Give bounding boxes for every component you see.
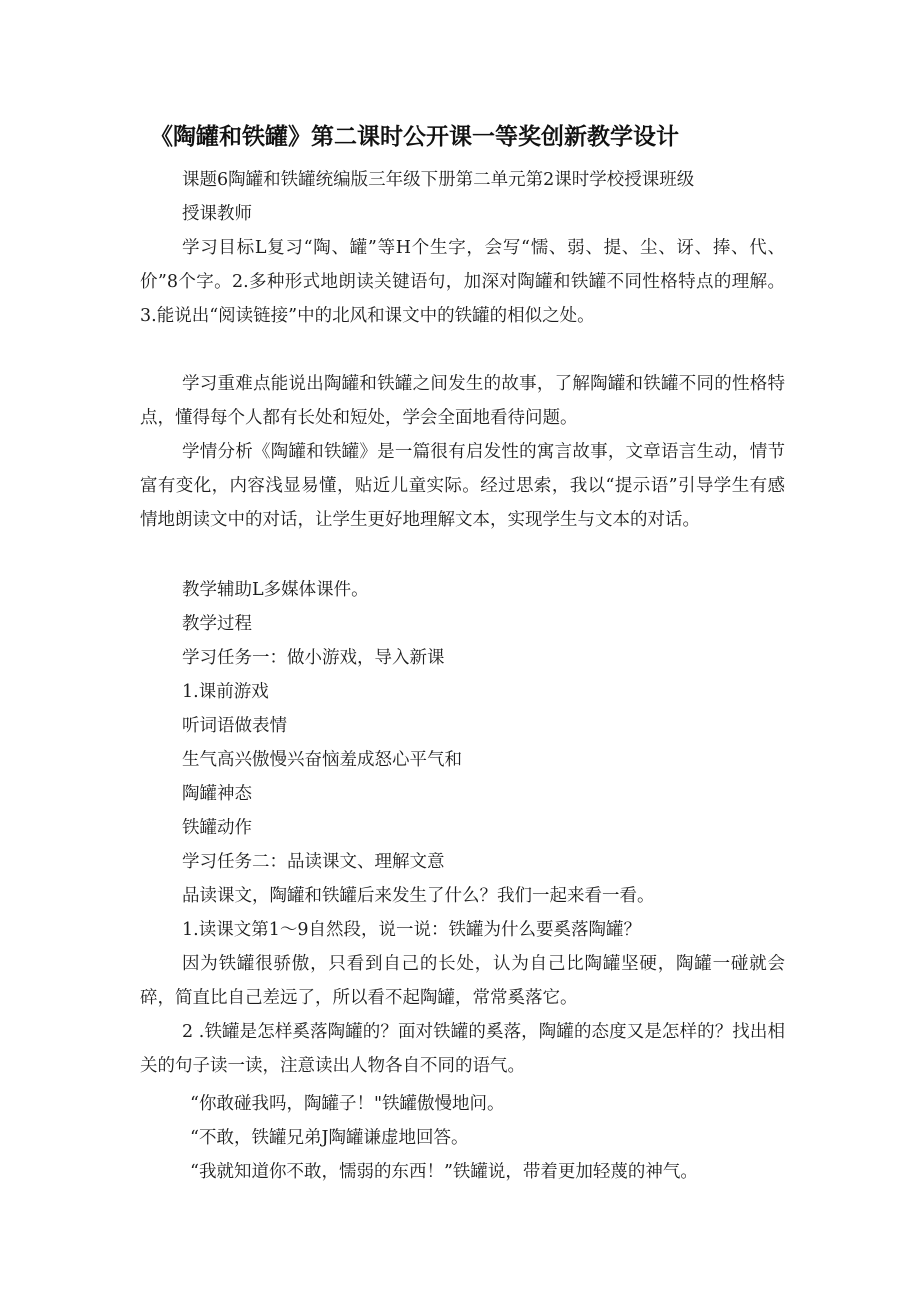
course-info-line: 课题6陶罐和铁罐统编版三年级下册第二单元第2课时学校授课班级 bbox=[182, 170, 695, 190]
quote-line-3: “我就知道你不敢，懦弱的东西！”铁罐说，带着更加轻蔑的神气。 bbox=[190, 1162, 698, 1182]
emotion-words-line: 生气高兴傲慢兴奋恼羞成怒心平气和 bbox=[182, 750, 462, 770]
pre-class-game-line: 1.课前游戏 bbox=[182, 682, 269, 702]
learning-goals-paragraph: 学习目标L复习“陶、罐”等H个生字，会写“懦、弱、提、尘、讶、捧、代、价”8个字。2.多种形式地朗读关键语句，加深对陶罐和铁罐不同性格特点的理解。3.能说出“阅读链接”中的北风和课文中的铁罐的相似之处。 bbox=[140, 238, 785, 326]
analysis-paragraph: 学情分析《陶罐和铁罐》是一篇很有启发性的寓言故事，文章语言生动，情节富有变化，内容浅显易懂，贴近儿童实际。经过思索，我以“提示语”引导学生有感情地朗读文中的对话，让学生更好地理解文本，实现学生与文本的对话。 bbox=[140, 442, 785, 530]
key-points-paragraph: 学习重难点能说出陶罐和铁罐之间发生的故事，了解陶罐和铁罐不同的性格特点，懂得每个人都有长处和短处，学会全面地看待问题。 bbox=[140, 374, 785, 428]
task-two-heading: 学习任务二：品读课文、理解文意 bbox=[182, 852, 445, 872]
document-title: 《陶罐和铁罐》第二课时公开课一等奖创新教学设计 bbox=[150, 124, 679, 150]
teaching-aid-line: 教学辅助L多媒体课件。 bbox=[182, 580, 369, 600]
question-one-line: 1.读课文第1～9自然段，说一说：铁罐为什么要奚落陶罐？ bbox=[182, 920, 641, 940]
teacher-line: 授课教师 bbox=[182, 204, 252, 224]
quote-line-2: “不敢，铁罐兄弟J陶罐谦虚地回答。 bbox=[190, 1128, 469, 1148]
task-one-heading: 学习任务一：做小游戏，导入新课 bbox=[182, 648, 445, 668]
question-two-paragraph: 2 .铁罐是怎样奚落陶罐的？面对铁罐的奚落，陶罐的态度又是怎样的？找出相关的句子读一读，注意读出人物各自不同的语气。 bbox=[140, 1022, 785, 1076]
reading-intro-line: 品读课文，陶罐和铁罐后来发生了什么？我们一起来看一看。 bbox=[182, 886, 655, 906]
pot-expression-line: 陶罐神态 bbox=[182, 784, 252, 804]
listen-words-line: 听词语做表情 bbox=[182, 716, 287, 736]
teaching-process-heading: 教学过程 bbox=[182, 614, 252, 634]
reason-paragraph: 因为铁罐很骄傲，只看到自己的长处，认为自己比陶罐坚硬，陶罐一碰就会碎，简直比自己差远了，所以看不起陶罐，常常奚落它。 bbox=[140, 954, 785, 1008]
quote-line-1: “你敢碰我吗，陶罐子！"铁罐傲慢地问。 bbox=[190, 1094, 505, 1114]
iron-pot-action-line: 铁罐动作 bbox=[182, 818, 252, 838]
